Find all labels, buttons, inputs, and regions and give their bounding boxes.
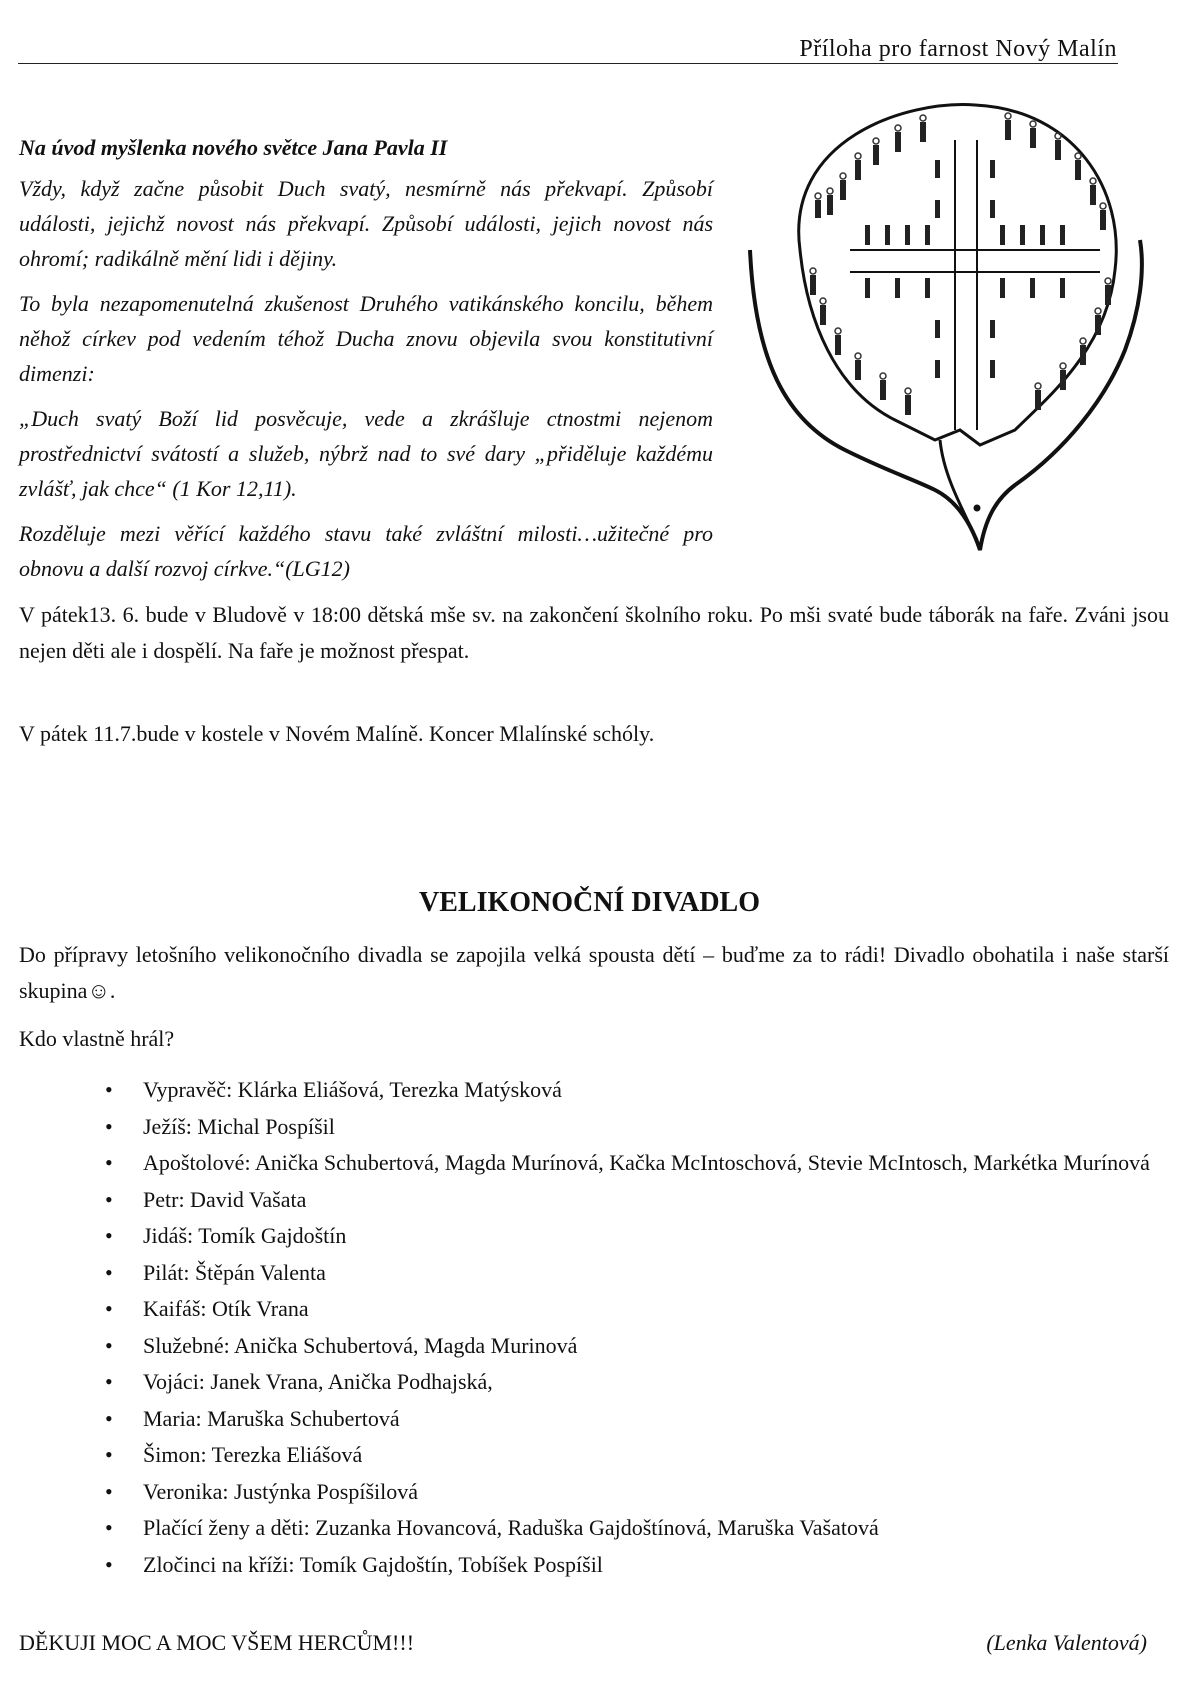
list-item <box>97 1291 1169 1328</box>
list-item <box>97 1401 1169 1438</box>
section-title: VELIKONOČNÍ DIVADLO <box>419 887 760 918</box>
bullet: • <box>105 1332 113 1358</box>
closing-thanks: DĚKUJI MOC A MOC VŠEM HERCŮM!!! <box>19 1630 415 1655</box>
intro-paragraph: „Duch svatý Boží lid posvěcuje, vede a zkrášluje ctnostmi nejenom prostřednictví svátostí a služeb, nýbrž nad to své dary „přiděluje každému zvlášť, jak chce“ (1 Kor 12,11). <box>19 406 713 501</box>
list-item <box>97 1364 1169 1401</box>
cast-list <box>97 1072 1169 1583</box>
cast-entry: Služebné: Anička Schubertová, Magda Murinová <box>143 1332 578 1358</box>
list-item <box>97 1437 1169 1474</box>
cast-entry: Zločinci na kříži: Tomík Gajdoštín, Tobíšek Pospíšil <box>143 1551 603 1577</box>
bullet: • <box>105 1223 113 1248</box>
page-header-title: Příloha pro farnost Nový Malín <box>799 36 1117 62</box>
cast-entry: Apoštolové: Anička Schubertová, Magda Murínová, Kačka McIntoschová, Stevie McIntosch, Markétka Murínová <box>143 1150 1150 1175</box>
list-item <box>97 1072 1169 1109</box>
list-item <box>97 1182 1169 1219</box>
theatre-intro: Do přípravy letošního velikonočního divadla se zapojila velká spousta dětí – buďme za to rádi! Divadlo obohatila i naše starší skupina☺. <box>19 942 1169 1003</box>
cast-entry: Veronika: Justýnka Pospíšilová <box>143 1478 418 1504</box>
bullet: • <box>105 1478 113 1504</box>
bullet: • <box>105 1150 113 1175</box>
intro-section <box>19 135 713 596</box>
announcement-paragraph: V pátek13. 6. bude v Bludově v 18:00 dětská mše sv. na zakončení školního roku. Po mši svaté bude táborák na faře. Zváni jsou nejen děti ale i dospělí. Na faře je možnost přespat. <box>19 602 1169 663</box>
cast-entry: Jidáš: Tomík Gajdoštín <box>143 1223 347 1248</box>
bullet: • <box>105 1405 113 1431</box>
list-item <box>97 1218 1169 1255</box>
bullet: • <box>105 1442 113 1467</box>
intro-heading: Na úvod myšlenka nového světce Jana Pavla II <box>19 135 448 160</box>
intro-paragraph: Vždy, když začne působit Duch svatý, nesmírně nás překvapí. Způsobí události, jejichž novost nás překvapí. Způsobí události, jejich novost nás ohromí; radikálně mění lidi i dějiny. <box>19 176 713 271</box>
cast-entry: Ježíš: Michal Pospíšil <box>143 1113 335 1139</box>
cast-entry: Šimon: Terezka Eliášová <box>143 1442 363 1467</box>
list-item <box>97 1328 1169 1365</box>
cast-entry: Vojáci: Janek Vrana, Anička Podhajská, <box>143 1369 493 1394</box>
bullet: • <box>105 1369 113 1394</box>
cast-entry: Vypravěč: Klárka Eliášová, Terezka Matýsková <box>143 1077 562 1102</box>
bullet: • <box>105 1515 113 1540</box>
bullet: • <box>105 1113 113 1139</box>
author-signature: (Lenka Valentová) <box>986 1630 1147 1655</box>
cast-entry: Pilát: Štěpán Valenta <box>143 1259 326 1285</box>
list-item <box>97 1547 1169 1584</box>
list-item <box>97 1255 1169 1292</box>
cast-entry: Kaifáš: Otík Vrana <box>143 1296 309 1321</box>
list-item <box>97 1510 1169 1547</box>
dove-cross-crowd-icon <box>745 100 1170 600</box>
header-divider <box>18 63 1118 64</box>
bullet: • <box>105 1186 113 1212</box>
list-item <box>97 1474 1169 1511</box>
cast-entry: Petr: David Vašata <box>143 1186 307 1212</box>
bullet: • <box>105 1551 113 1577</box>
cast-entry: Plačící ženy a děti: Zuzanka Hovancová, Raduška Gajdoštínová, Maruška Vašatová <box>143 1515 879 1540</box>
cast-question: Kdo vlastně hrál? <box>19 1026 175 1051</box>
bullet: • <box>105 1259 113 1285</box>
intro-paragraph: To byla nezapomenutelná zkušenost Druhého vatikánského koncilu, během něhož církev pod vedením téhož Ducha znovu objevila svou konstitutivní dimenzi: <box>19 291 713 386</box>
intro-paragraph: Rozděluje mezi věřící každého stavu také zvláštní milosti…užitečné pro obnovu a další rozvoj církve.“(LG12) <box>19 521 713 581</box>
bullet: • <box>105 1296 113 1321</box>
list-item <box>97 1109 1169 1146</box>
announcement-paragraph: V pátek 11.7.bude v kostele v Novém Malíně. Koncer Mlalínské schóly. <box>19 721 655 746</box>
cast-entry: Maria: Maruška Schubertová <box>143 1405 400 1431</box>
list-item <box>97 1145 1169 1182</box>
bullet: • <box>105 1077 113 1102</box>
